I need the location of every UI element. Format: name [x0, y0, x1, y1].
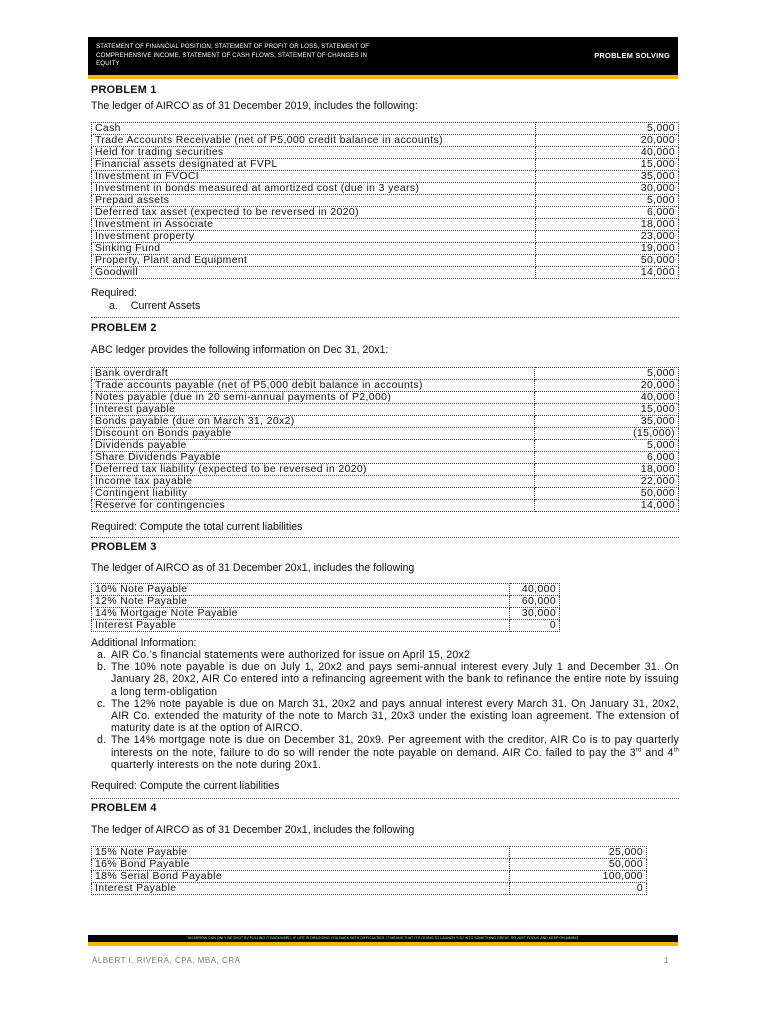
separator [91, 798, 679, 799]
row-label: Goodwill [92, 267, 536, 279]
problem1-required-marker: a. [109, 299, 118, 312]
table-row [92, 147, 679, 159]
row-amount: 22,000 [535, 476, 679, 488]
problem4-title: PROBLEM 4 [91, 802, 157, 815]
row-amount: 6,000 [535, 207, 678, 219]
table-row [92, 608, 560, 620]
row-label: Investment in bonds measured at amortized cost (due in 3 years) [92, 183, 536, 195]
row-label: Sinking Fund [92, 243, 536, 255]
problem3-title: PROBLEM 3 [91, 541, 157, 553]
row-amount: 25,000 [510, 847, 647, 859]
problem2-required: Required: Compute the total current liabilities [91, 521, 303, 533]
problem2-intro: ABC ledger provides the following information on Dec 31, 20x1: [91, 344, 389, 356]
row-amount: 19,000 [535, 243, 678, 255]
table-row [92, 883, 647, 895]
row-amount: 14,000 [535, 500, 679, 512]
row-label: Dividends payable [92, 440, 535, 452]
table-row [92, 596, 560, 608]
table-row [92, 123, 679, 135]
row-label: Contingent liability [92, 488, 535, 500]
row-amount: 35,000 [535, 416, 679, 428]
row-label: 10% Note Payable [92, 584, 510, 596]
row-label: Trade Accounts Receivable (net of P5,000 credit balance in accounts) [92, 135, 536, 147]
problem3-additional-list [91, 649, 679, 771]
table-row [92, 440, 679, 452]
row-label: Interest Payable [92, 883, 510, 895]
table-row [92, 243, 679, 255]
row-amount: 35,000 [535, 171, 678, 183]
problem1-required-text: Current Assets [130, 299, 201, 312]
footer-quote: "AN ARROW CAN ONLY BE SHOT BY PULLING IT BACKWARD. IF LIFE IS DRAGGING YOU BACK WITH DIFFICULTIES, IT MEANS THAT IT'S GOING TO LAUNCH YOU INTO SOMETHING GREAT. SO JUST FOCUS AND KEEP ON AIMING" [186, 936, 580, 940]
row-amount: 20,000 [535, 135, 678, 147]
row-label: Cash [92, 123, 536, 135]
row-label: Bonds payable (due on March 31, 20x2) [92, 416, 535, 428]
problem1-required-label: Required: [91, 287, 137, 299]
table-row [92, 255, 679, 267]
header-topics: STATEMENT OF FINANCIAL POSITION, STATEMENT OF PROFIT OR LOSS, STATEMENT OF COMPREHENSIVE INCOME, STATEMENT OF CASH FLOWS, STATEMENT OF CHANGES IN EQUITY [96, 43, 370, 67]
row-label: Share Dividends Payable [92, 452, 535, 464]
problem1-intro: The ledger of AIRCO as of 31 December 2019, includes the following: [91, 100, 418, 112]
table-row [92, 871, 647, 883]
problem3-required: Required: Compute the current liabilities [91, 780, 280, 793]
row-label: Investment property [92, 231, 536, 243]
row-amount: 5,000 [535, 195, 678, 207]
problem4-ledger-table [91, 846, 647, 895]
list-item: a. AIR Co.’s financial statements were authorized for issue on April 15, 20x2 [97, 649, 471, 661]
row-label: Trade accounts payable (net of P5,000 debit balance in accounts) [92, 380, 535, 392]
problem4-intro: The ledger of AIRCO as of 31 December 20x1, includes the following [91, 824, 415, 837]
footer-accent-bar [88, 942, 678, 946]
row-label: 12% Note Payable [92, 596, 510, 608]
problem1-required-item [91, 300, 679, 313]
row-amount: 40,000 [535, 147, 678, 159]
table-row [92, 207, 679, 219]
problem3-intro: The ledger of AIRCO as of 31 December 20x1, includes the following [91, 562, 415, 574]
table-row [92, 500, 679, 512]
row-label: Bank overdraft [92, 368, 535, 380]
table-row [92, 584, 560, 596]
table-row [92, 859, 647, 871]
row-label: Held for trading securities [92, 147, 536, 159]
row-label: Deferred tax asset (expected to be reversed in 2020) [92, 207, 536, 219]
row-amount: 50,000 [535, 488, 679, 500]
list-item: d. The 14% mortgage note is due on December 31, 20x9. Per agreement with the creditor, AIR Co is to pay quarterly interests on the note, failure to do so will render the note payable on demand. AIR Co. failed to pay the 3rd and 4th quarterly interests on the note during 20x1. [97, 734, 679, 771]
table-row [92, 171, 679, 183]
table-row [92, 847, 647, 859]
row-amount: 0 [510, 620, 560, 632]
row-label: Interest Payable [92, 620, 510, 632]
row-label: 18% Serial Bond Payable [92, 871, 510, 883]
row-label: Notes payable (due in 20 semi-annual payments of P2,000) [92, 392, 535, 404]
separator [91, 537, 679, 538]
row-label: Property, Plant and Equipment [92, 255, 536, 267]
header-accent-bar [88, 75, 678, 79]
row-amount: 40,000 [510, 584, 560, 596]
row-amount: 40,000 [535, 392, 679, 404]
row-label: Investment in FVOCI [92, 171, 536, 183]
row-amount: (15,000) [535, 428, 679, 440]
row-amount: 5,000 [535, 368, 679, 380]
list-item: c. The 12% note payable is due on March 31, 20x2 and pays annual interest every March 31. On January 31, 20x2, AIR Co. extended the maturity of the note to March 31, 20x3 under the existing loan agreement. The extension of maturity date is at the option of AIRCO. [97, 697, 679, 735]
row-amount: 6,000 [535, 452, 679, 464]
problem3-ledger-table [91, 583, 560, 632]
table-row [92, 380, 679, 392]
row-amount: 5,000 [535, 440, 679, 452]
table-row [92, 267, 679, 279]
problem1-ledger-table [91, 122, 679, 279]
footer-author: ALBERT I. RIVERA, CPA, MBA, CRA [92, 956, 241, 965]
row-amount: 20,000 [535, 380, 679, 392]
row-label: 15% Note Payable [92, 847, 510, 859]
row-amount: 100,000 [510, 871, 647, 883]
table-row [92, 620, 560, 632]
row-label: Deferred tax liability (expected to be reversed in 2020) [92, 464, 535, 476]
list-item: b. The 10% note payable is due on July 1, 20x2 and pays semi-annual interest every July 1 and December 31. On January 28, 20x2, AIR Co entered into a refinancing agreement with the bank to refinance the entire note by issuing a long term-obligation [97, 661, 679, 698]
problem3-additional-label: Additional Information: [91, 637, 197, 649]
row-label: Income tax payable [92, 476, 535, 488]
table-row [92, 476, 679, 488]
row-label: Discount on Bonds payable [92, 428, 535, 440]
problem2-title: PROBLEM 2 [91, 322, 157, 334]
row-label: 14% Mortgage Note Payable [92, 608, 510, 620]
table-row [92, 159, 679, 171]
table-row [92, 135, 679, 147]
table-row [92, 452, 679, 464]
row-label: Investment in Associate [92, 219, 536, 231]
row-amount: 5,000 [535, 123, 678, 135]
table-row [92, 464, 679, 476]
row-amount: 23,000 [535, 231, 678, 243]
table-row [92, 195, 679, 207]
row-amount: 18,000 [535, 219, 678, 231]
table-row [92, 368, 679, 380]
problem1-title: PROBLEM 1 [91, 84, 157, 96]
row-amount: 60,000 [510, 596, 560, 608]
row-label: Financial assets designated at FVPL [92, 159, 536, 171]
row-label: Reserve for contingencies [92, 500, 535, 512]
row-amount: 0 [510, 883, 647, 895]
row-amount: 18,000 [535, 464, 679, 476]
table-row [92, 231, 679, 243]
separator [91, 317, 679, 318]
document-body [91, 82, 679, 895]
row-label: Prepaid assets [92, 195, 536, 207]
row-amount: 30,000 [535, 183, 678, 195]
table-row [92, 392, 679, 404]
row-amount: 14,000 [535, 267, 678, 279]
table-row [92, 428, 679, 440]
row-label: Interest payable [92, 404, 535, 416]
table-row [92, 219, 679, 231]
header-section-label: PROBLEM SOLVING [594, 51, 670, 60]
row-label: 16% Bond Payable [92, 859, 510, 871]
row-amount: 15,000 [535, 404, 679, 416]
table-row [92, 488, 679, 500]
row-amount: 50,000 [510, 859, 647, 871]
row-amount: 30,000 [510, 608, 560, 620]
row-amount: 15,000 [535, 159, 678, 171]
table-row [92, 404, 679, 416]
row-amount: 50,000 [535, 255, 678, 267]
table-row [92, 416, 679, 428]
page-header [88, 37, 678, 75]
problem2-ledger-table [91, 367, 679, 512]
page-number: 1 [664, 956, 669, 965]
table-row [92, 183, 679, 195]
